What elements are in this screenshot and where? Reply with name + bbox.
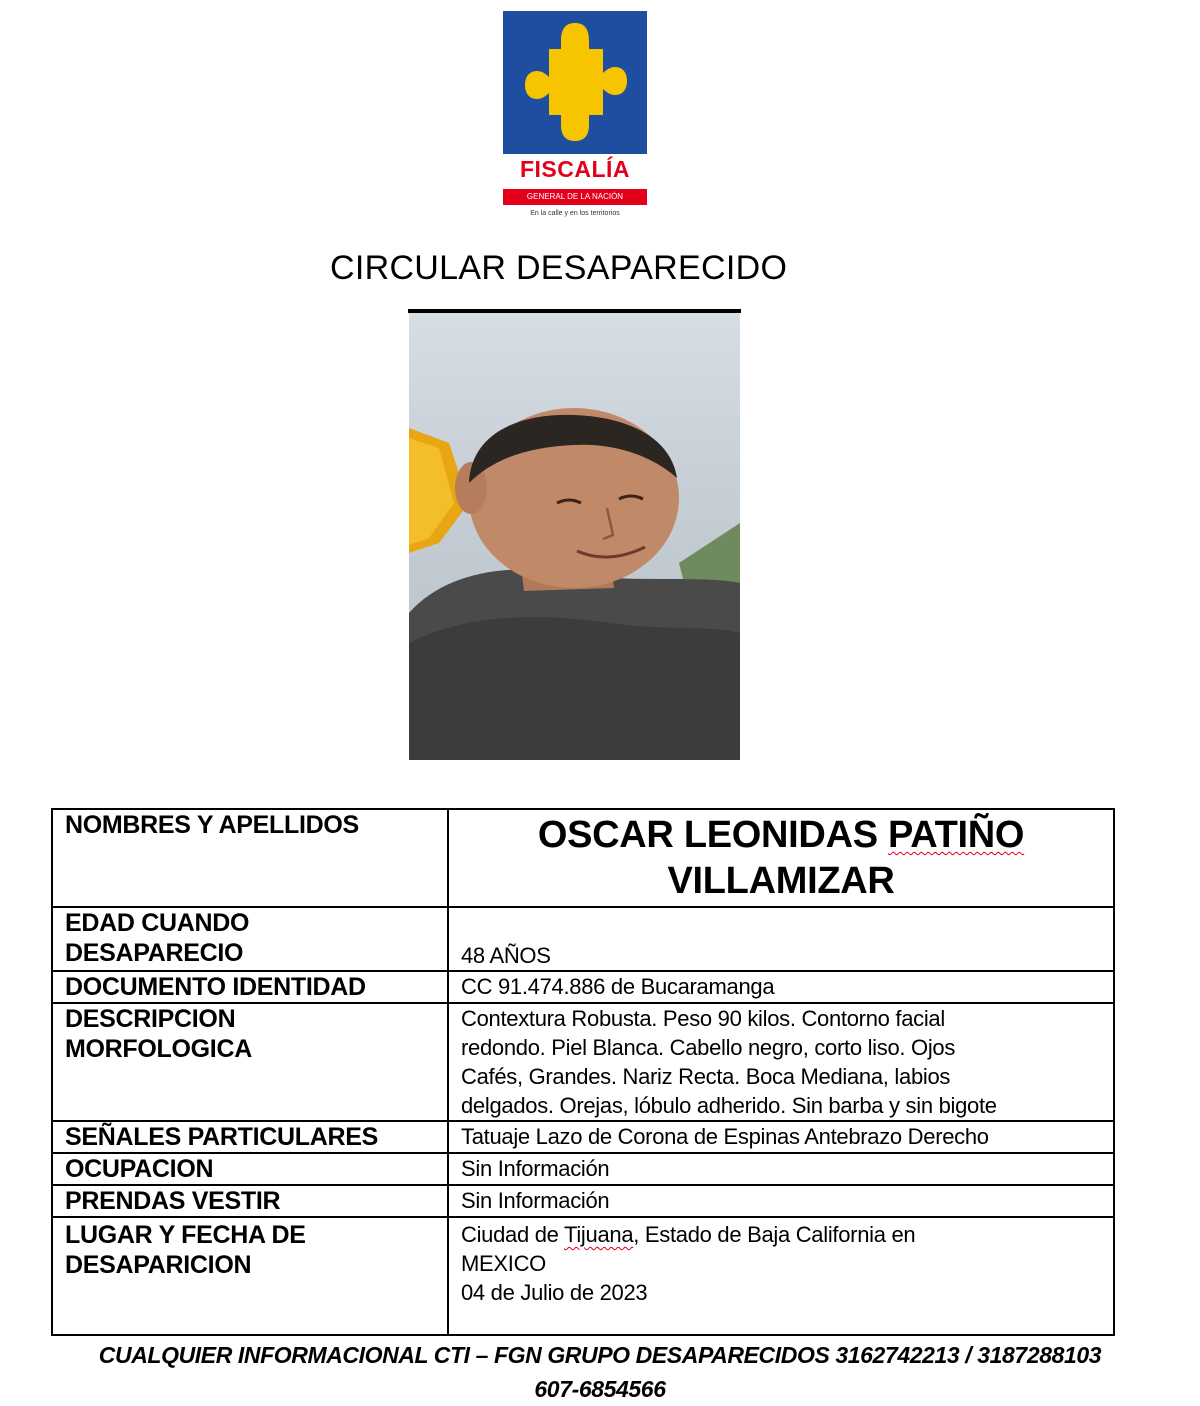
place-country: MEXICO <box>461 1251 546 1276</box>
name-label: NOMBRES Y APELLIDOS <box>52 809 448 907</box>
table-row <box>52 1121 1114 1153</box>
table-row <box>52 1217 1114 1335</box>
place-city: Tijuana <box>564 1222 634 1247</box>
puzzle-piece-icon <box>503 11 647 154</box>
place-post: , Estado de Baja California en <box>633 1222 916 1247</box>
table-row <box>52 809 1114 907</box>
description-line4: delgados. Orejas, lóbulo adherido. Sin barba y sin bigote <box>461 1093 997 1118</box>
description-label <box>52 1003 448 1121</box>
footer-line1: CUALQUIER INFORMACIONAL CTI – FGN GRUPO DESAPARECIDOS 3162742213 / 3187288103 <box>98 1342 1102 1368</box>
occupation-value: Sin Información <box>448 1153 1114 1185</box>
description-value <box>448 1003 1114 1121</box>
name-first: OSCAR LEONIDAS <box>537 814 889 856</box>
contact-footer <box>40 1338 1160 1406</box>
logo-subtitle: GENERAL DE LA NACIÓN <box>503 189 647 205</box>
description-label-line1: DESCRIPCION <box>65 1005 236 1033</box>
place-label-line2: DESAPARICION <box>65 1251 252 1279</box>
table-row <box>52 1153 1114 1185</box>
description-line1: Contextura Robusta. Peso 90 kilos. Contorno facial <box>461 1006 945 1031</box>
age-value: 48 AÑOS <box>448 907 1114 971</box>
logo-tagline: En la calle y en los territorios <box>530 210 620 217</box>
footer-line2: 607-6854566 <box>534 1376 666 1402</box>
missing-person-info-table <box>51 808 1115 1336</box>
document-label: DOCUMENTO IDENTIDAD <box>52 971 448 1003</box>
document-value: CC 91.474.886 de Bucaramanga <box>448 971 1114 1003</box>
occupation-label: OCUPACION <box>52 1153 448 1185</box>
description-label-line2: MORFOLOGICA <box>65 1035 252 1063</box>
age-label-line2: DESAPARECIO <box>65 939 244 967</box>
table-row <box>52 1003 1114 1121</box>
table-row <box>52 971 1114 1003</box>
place-label <box>52 1217 448 1335</box>
logo-name: FISCALÍA <box>519 156 631 182</box>
name-second: VILLAMIZAR <box>667 860 895 902</box>
table-row <box>52 1185 1114 1217</box>
clothing-value: Sin Información <box>448 1185 1114 1217</box>
age-label <box>52 907 448 971</box>
description-line2: redondo. Piel Blanca. Cabello negro, corto liso. Ojos <box>461 1035 956 1060</box>
description-line3: Cafés, Grandes. Nariz Recta. Boca Mediana, labios <box>461 1064 951 1089</box>
age-label-line1: EDAD CUANDO <box>65 909 250 937</box>
page-title: CIRCULAR DESAPARECIDO <box>330 249 788 287</box>
person-photo <box>409 313 740 760</box>
place-pre: Ciudad de <box>461 1222 565 1247</box>
name-value <box>448 809 1114 907</box>
name-surname: PATIÑO <box>888 814 1025 856</box>
table-row <box>52 907 1114 971</box>
clothing-label: PRENDAS VESTIR <box>52 1185 448 1217</box>
fiscalia-logo <box>503 11 647 154</box>
marks-value: Tatuaje Lazo de Corona de Espinas Antebrazo Derecho <box>448 1121 1114 1153</box>
place-date: 04 de Julio de 2023 <box>461 1280 648 1305</box>
marks-label: SEÑALES PARTICULARES <box>52 1121 448 1153</box>
place-label-line1: LUGAR Y FECHA DE <box>65 1221 306 1249</box>
place-value <box>448 1217 1114 1335</box>
